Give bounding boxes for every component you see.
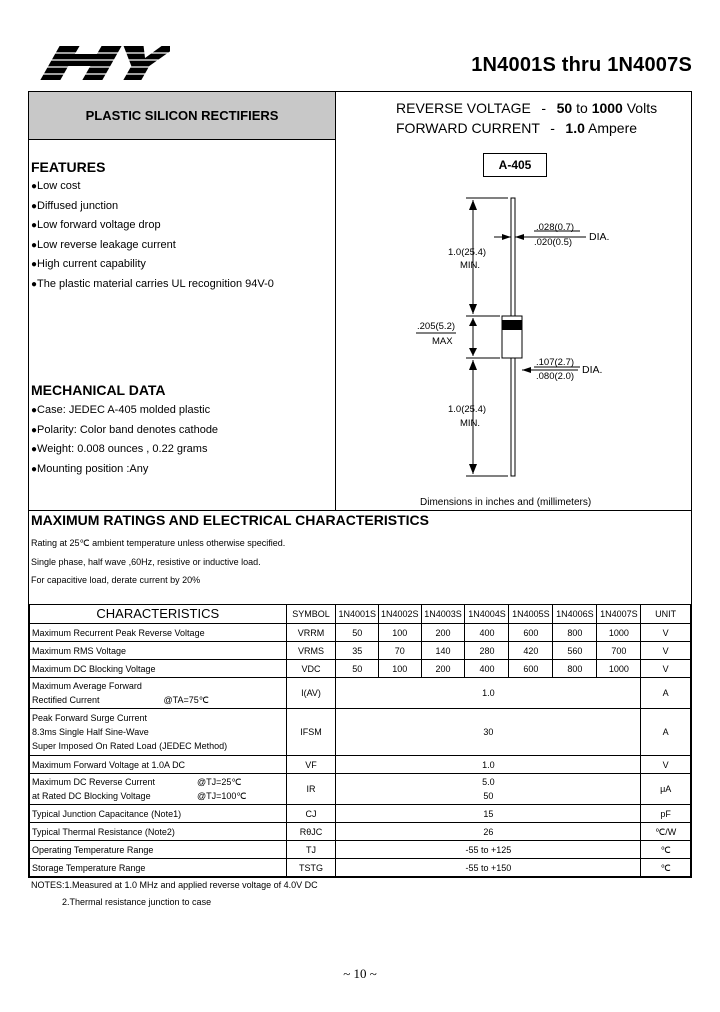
note-1: NOTES:1.Measured at 1.0 MHz and applied reverse voltage of 4.0V DC xyxy=(31,880,318,890)
body-dia-top: .107(2.7) xyxy=(536,357,575,368)
note-2: 2.Thermal resistance junction to case xyxy=(62,897,212,907)
col-unit: UNIT xyxy=(641,605,691,624)
table-row: Maximum DC Reverse Current @TJ=25℃ at Rated DC Blocking Voltage @TJ=100℃ IR 5.0 50 μA xyxy=(30,774,691,805)
lead-length-top: 1.0(25.4) xyxy=(448,247,487,258)
col-part: 1N4001S xyxy=(336,605,379,624)
reverse-voltage-unit: Volts xyxy=(626,100,658,116)
mechanical-list xyxy=(31,401,218,479)
table-row: Maximum Average Forward Rectified Current @TA=75℃ I(AV) 1.0 A xyxy=(30,678,691,709)
table-row: Typical Junction Capacitance (Note1) CJ 15 pF xyxy=(30,805,691,823)
table-row: Maximum Recurrent Peak Reverse Voltage VRRM 50 100 200 400 600 800 1000 V xyxy=(30,624,691,642)
list-item: ●Low reverse leakage current xyxy=(31,238,176,251)
list-item: ●The plastic material carries UL recognition 94V-0 xyxy=(31,277,274,290)
list-item: ●High current capability xyxy=(31,258,146,270)
col-part: 1N4003S xyxy=(421,605,465,624)
list-item: ●Diffused junction xyxy=(31,199,119,212)
body-length: .205(5.2) xyxy=(417,321,456,332)
forward-current-line xyxy=(396,120,637,136)
lead-length-bottom: 1.0(25.4) xyxy=(448,404,487,415)
diode-outline-drawing xyxy=(336,180,690,500)
document-title: 1N4001S thru 1N4007S xyxy=(471,54,692,76)
col-part: 1N4006S xyxy=(553,605,597,624)
list-item: ●Low cost xyxy=(31,180,81,192)
ratings-heading: MAXIMUM RATINGS AND ELECTRICAL CHARACTERISTICS xyxy=(31,512,429,528)
forward-current-dash: - xyxy=(550,120,555,136)
col-characteristics: CHARACTERISTICS xyxy=(30,605,287,624)
list-item: ●Case: JEDEC A-405 molded plastic xyxy=(31,404,211,416)
package-label-box xyxy=(483,153,547,177)
table-row: Storage Temperature Range TSTG -55 to +150 ℃ xyxy=(30,859,691,877)
table-row: Operating Temperature Range TJ -55 to +125 ℃ xyxy=(30,841,691,859)
body-dia-label: DIA. xyxy=(582,364,603,376)
lead-dia-bottom: .020(0.5) xyxy=(534,237,573,248)
list-item: ●Low forward voltage drop xyxy=(31,219,161,231)
table-row: Maximum RMS Voltage VRMS 35 70 140 280 420 560 700 V xyxy=(30,642,691,660)
forward-current-unit: Ampere xyxy=(588,120,638,136)
mechanical-heading: MECHANICAL DATA xyxy=(31,382,166,398)
specification-table xyxy=(29,604,691,877)
col-part: 1N4002S xyxy=(378,605,421,624)
page-number: ~ 10 ~ xyxy=(343,966,377,981)
divider-ratings xyxy=(28,510,692,511)
lead-length-top-min: MIN. xyxy=(460,260,481,271)
ratings-notes xyxy=(31,534,285,590)
reverse-voltage-min: 50 xyxy=(556,100,573,116)
ratings-note: Single phase, half wave ,60Hz, resistive or inductive load. xyxy=(31,556,261,567)
company-logo xyxy=(30,44,170,82)
list-item: ●Weight: 0.008 ounces , 0.22 grams xyxy=(31,443,208,455)
product-type: PLASTIC SILICON RECTIFIERS xyxy=(85,108,279,123)
reverse-voltage-dash: - xyxy=(541,100,547,116)
body-length-max: MAX xyxy=(432,336,453,347)
reverse-voltage-label: REVERSE VOLTAGE xyxy=(396,100,531,116)
table-row: Peak Forward Surge Current 8.3ms Single Half Sine-Wave Super Imposed On Rated Load (JEDEC Method) IFSM 30 A xyxy=(30,709,691,756)
lead-dia-label: DIA. xyxy=(589,231,610,243)
ratings-note: For capacitive load, derate current by 20% xyxy=(31,575,201,585)
divider-top-section xyxy=(28,139,335,140)
lead-dia-top: .028(0.7) xyxy=(536,222,575,233)
list-item: ●Polarity: Color band denotes cathode xyxy=(31,423,219,436)
reverse-voltage-line xyxy=(396,100,657,116)
package-label: A-405 xyxy=(498,158,532,172)
table-row: Maximum DC Blocking Voltage VDC 50 100 200 400 600 800 1000 V xyxy=(30,660,691,678)
features-list xyxy=(31,177,274,294)
table-row: Maximum Forward Voltage at 1.0A DC VF 1.0 V xyxy=(30,756,691,774)
col-part: 1N4007S xyxy=(597,605,641,624)
dimensions-caption: Dimensions in inches and (millimeters) xyxy=(420,497,592,508)
features-heading: FEATURES xyxy=(31,159,106,175)
col-part: 1N4005S xyxy=(509,605,553,624)
ratings-note: Rating at 25℃ ambient temperature unless otherwise specified. xyxy=(31,538,286,548)
forward-current-value: 1.0 xyxy=(565,120,585,136)
col-symbol: SYMBOL xyxy=(286,605,336,624)
product-type-box xyxy=(29,92,335,139)
body-dia-bottom: .080(2.0) xyxy=(536,371,575,382)
col-part: 1N4004S xyxy=(465,605,509,624)
reverse-voltage-max: 1000 xyxy=(591,100,623,116)
reverse-voltage-to: to xyxy=(576,100,588,116)
forward-current-label: FORWARD CURRENT xyxy=(396,120,540,136)
list-item: ●Mounting position :Any xyxy=(31,462,149,475)
table-header-row xyxy=(30,605,691,624)
table-row: Typical Thermal Resistance (Note2) RθJC 26 ℃/W xyxy=(30,823,691,841)
lead-length-bottom-min: MIN. xyxy=(460,418,481,429)
